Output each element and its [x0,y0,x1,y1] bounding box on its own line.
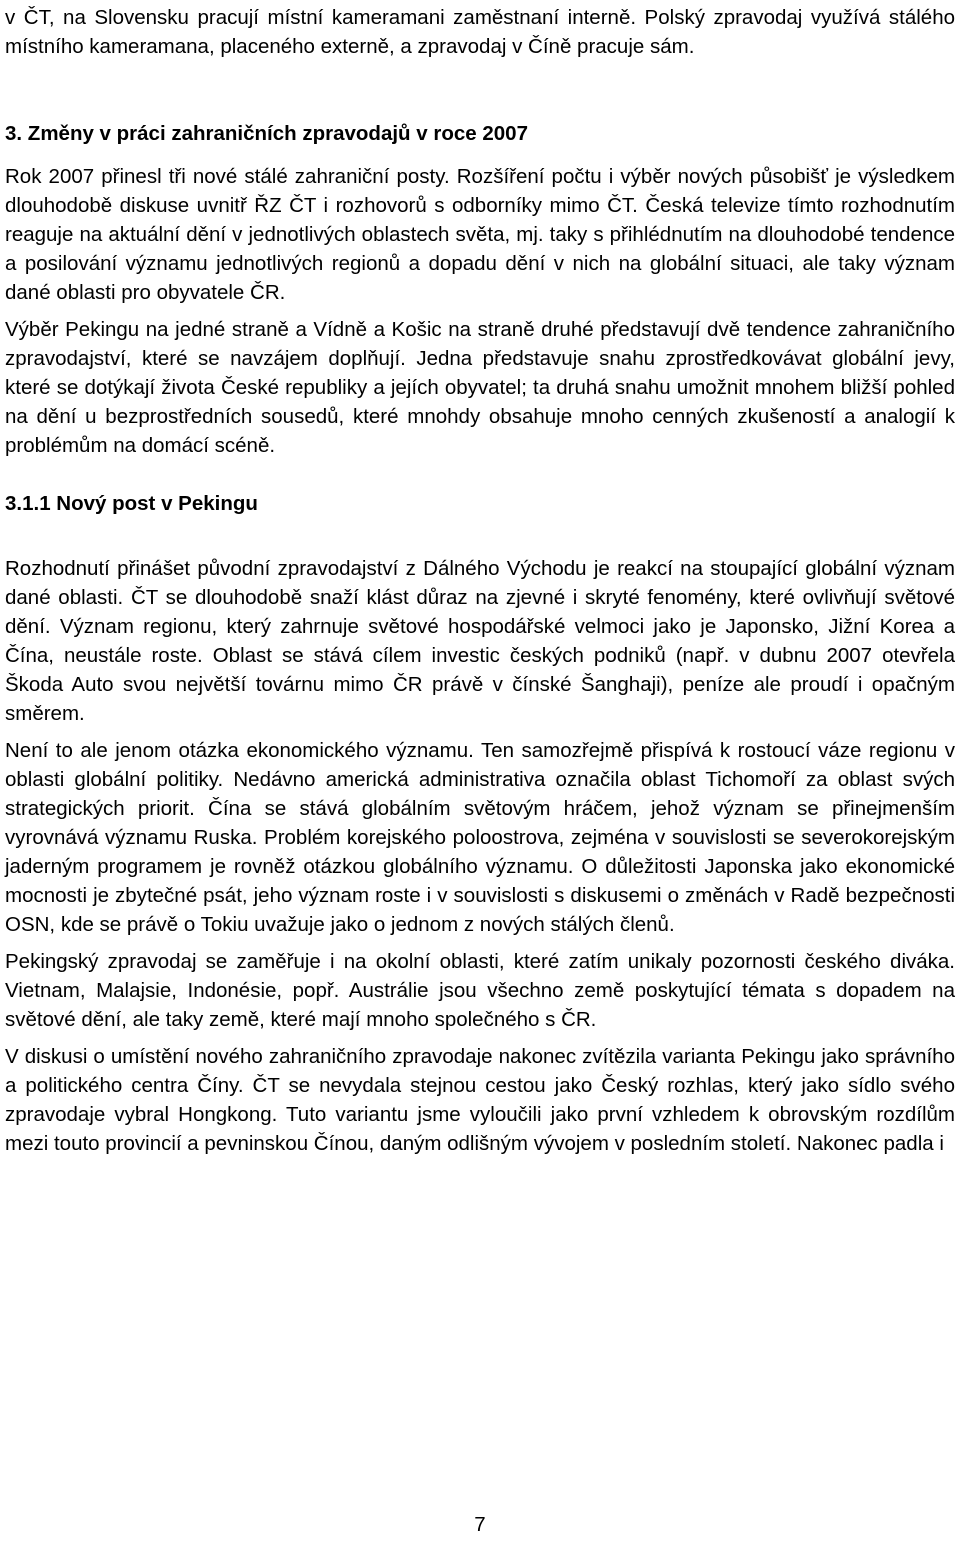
section-heading-3-1-1: 3.1.1 Nový post v Pekingu [5,492,258,515]
document-page [5,3,955,1158]
section-3-1-1-paragraph-1: Rozhodnutí přinášet původní zpravodajství z Dálného Východu je reakcí na stoupající globální význam dané oblasti. ČT se dlouhodobě snaží klást důraz na zjevné i skryté fenomény, které ovlivňují světové dění. Význam regionu, který zahrnuje světové hospodářské velmoci jako je Japonsko, Jižní Korea a Čína, neustále roste. Oblast se stává cílem investic českých podniků (např. v dubnu 2007 otevřela Škoda Auto svou největší továrnu mimo ČR právě v čínské Šanghaji), peníze ale proudí i opačným směrem. [5,557,955,725]
section-3-1-1-paragraph-3: Pekingský zpravodaj se zaměřuje i na okolní oblasti, které zatím unikaly pozornosti českého diváka. Vietnam, Malajsie, Indonésie, popř. Austrálie jsou všechno země poskytující témata s dopadem na světové dění, ale taky země, které mají mnoho společného s ČR. [5,950,955,1031]
section-3-1-1-paragraph-4: V diskusi o umístění nového zahraničního zpravodaje nakonec zvítězila varianta Pekingu jako správního a politického centra Číny. ČT se nevydala stejnou cestou jako Český rozhlas, který jako sídlo svého zpravodaje vybral Hongkong. Tuto variantu jsme vyloučili jako první vzhledem k obrovským rozdílům mezi touto provincií a pevninskou Čínou, daným odlišným vývojem v posledním století. Nakonec padla i [5,1045,955,1155]
section-3-1-1-paragraph-2: Není to ale jenom otázka ekonomického významu. Ten samozřejmě přispívá k rostoucí váze regionu v oblasti globální politiky. Nedávno americká administrativa označila oblast Tichomoří za oblast svých strategických priorit. Čína se stává globálním světovým hráčem, jehož význam se přinejmenším vyrovnává významu Ruska. Problém korejského poloostrova, zejména v souvislosti se severokorejským jaderným programem je rovněž otázkou globálního významu. O důležitosti Japonska jako ekonomické mocnosti je zbytečné psát, jeho význam roste i v souvislosti s diskusemi o změnách v Radě bezpečnosti OSN, kde se právě o Tokiu uvažuje jako o jednom z nových stálých členů. [5,739,955,936]
section-3-paragraph-2: Výběr Pekingu na jedné straně a Vídně a Košic na straně druhé představují dvě tendence zahraničního zpravodajství, které se navzájem doplňují. Jedna představuje snahu zprostředkovávat globální jevy, které se dotýkají života České republiky a jejích obyvatel; ta druhá snahu umožnit mnohem bližší pohled na dění u bezprostředních sousedů, které mnohdy obsahuje mnoho cenných zkušeností a analogií k problémům na domácí scéně. [5,318,955,457]
section-heading-3: 3. Změny v práci zahraničních zpravodajů v roce 2007 [5,122,528,145]
paragraph-intro: v ČT, na Slovensku pracují místní kameramani zaměstnaní interně. Polský zpravodaj využívá stálého místního kameramana, placeného externě, a zpravodaj v Číně pracuje sám. [5,6,955,58]
section-3-paragraph-1: Rok 2007 přinesl tři nové stálé zahraniční posty. Rozšíření počtu i výběr nových působišť je výsledkem dlouhodobě diskuse uvnitř ŘZ ČT i rozhovorů s odborníky mimo ČT. Česká televize tímto rozhodnutím reaguje na aktuální dění v jednotlivých oblastech světa, mj. taky s přihlédnutím na dlouhodobé tendence a posilování významu jednotlivých regionů a dopadu dění v nich na globální situaci, ale taky význam dané oblasti pro obyvatele ČR. [5,165,955,304]
page-number: 7 [474,1513,486,1536]
